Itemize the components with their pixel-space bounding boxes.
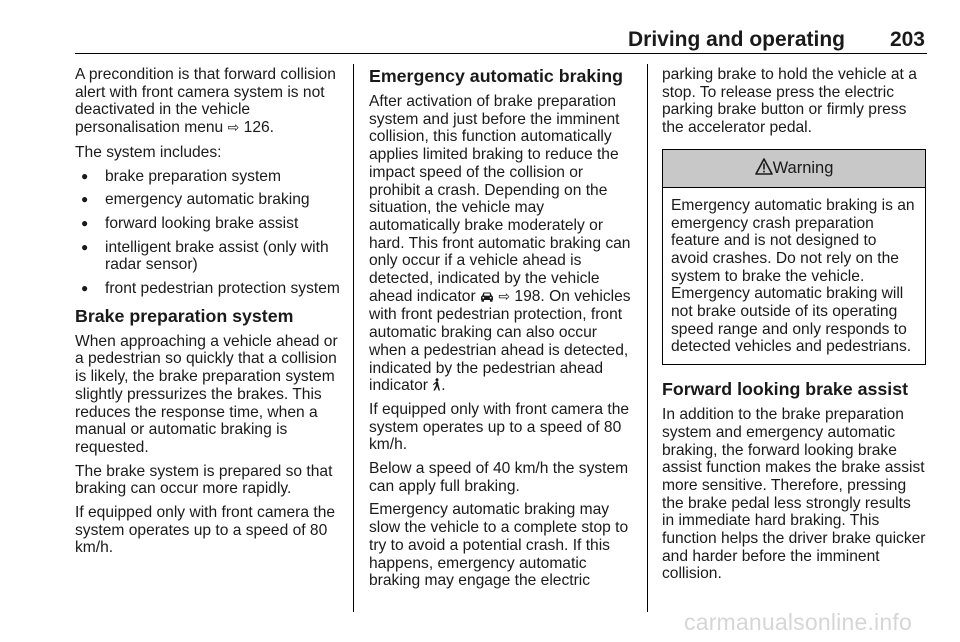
reference-arrow-icon: ⇨: [227, 120, 240, 137]
list-item: ● brake preparation system: [75, 168, 343, 186]
list-item: ● front pedestrian protection system: [75, 280, 343, 298]
pedestrian-ahead-icon: [432, 377, 441, 394]
system-list: [75, 168, 343, 298]
list-item: ● intelligent brake assist (only with radar sensor): [75, 239, 343, 274]
warning-title: Warning: [772, 158, 834, 177]
warning-box: [662, 149, 926, 365]
reference-arrow-icon: ⇨: [498, 288, 511, 305]
paragraph: Below a speed of 40 km/h the system can apply full braking.: [369, 460, 629, 495]
paragraph: When approaching a vehicle ahead or a pedestrian so quickly that a collision is likely, the brake preparation system slightly pressurizes the brakes. This reduces the response time, when a manual or automatic braking is requested.: [75, 332, 338, 456]
page-number: 203: [889, 28, 925, 51]
list-item: ● emergency automatic braking: [75, 191, 343, 209]
column-divider-1: [353, 64, 354, 612]
paragraph-text: On vehicles with front pedestrian protection, front automatic braking can also occur when a pedestrian ahead is detected, indicated by the pedestrian ahead indicator: [369, 287, 631, 395]
paragraph: Emergency automatic braking may slow the vehicle to a complete stop to try to avoid a potential crash. If this happens, emergency automatic braking may engage the electric: [369, 501, 629, 590]
column-2: [369, 66, 635, 596]
heading-forward-looking: Forward looking brake assist: [662, 379, 909, 400]
warning-header: [663, 150, 925, 188]
includes-label: The system includes:: [75, 143, 222, 161]
intro-paragraph: [75, 66, 343, 138]
heading-brake-preparation: Brake preparation system: [75, 305, 294, 326]
paragraph: [369, 93, 635, 395]
column-1: [75, 66, 343, 563]
paragraph: In addition to the brake preparation system and emergency automatic braking, the forward looking brake assist function makes the brake assist more sensitive. Therefore, pressing the brake pedal less strongly results in immediate hard braking. This function helps the driver brake quicker and harder before the imminent collision.: [662, 406, 926, 583]
page-reference[interactable]: 198.: [514, 287, 545, 305]
column-3: [662, 66, 926, 589]
paragraph: If equipped only with front camera the system operates up to a speed of 80 km/h.: [369, 400, 630, 454]
intro-text: A precondition is that forward collision alert with front camera system is not deactivated in the vehicle personalisation menu: [75, 66, 336, 137]
page-header: [75, 28, 927, 50]
column-divider-2: [647, 64, 648, 612]
list-item: ● forward looking brake assist: [75, 215, 343, 233]
watermark: carmanualsonline.info: [684, 609, 912, 635]
paragraph-text: .: [441, 377, 446, 395]
heading-emergency-braking: Emergency automatic braking: [369, 66, 623, 86]
paragraph: The brake system is prepared so that braking can occur more rapidly.: [75, 462, 333, 498]
section-title: Driving and operating: [627, 28, 845, 51]
page-reference[interactable]: 126.: [243, 119, 275, 137]
paragraph: parking brake to hold the vehicle at a stop. To release press the electric parking brake button or firmly press the accelerator pedal.: [662, 66, 917, 137]
vehicle-ahead-icon: [480, 288, 494, 305]
warning-triangle-icon: [755, 159, 773, 177]
warning-body: Emergency automatic braking is an emergency crash preparation feature and is not designed to avoid crashes. Do not rely on the system to brake the vehicle. Emergency automatic braking will not brake outside of its operating speed range and only responds to detected vehicles and pedestrians.: [671, 196, 915, 356]
header-rule: [75, 53, 927, 54]
paragraph: If equipped only with front camera the system operates up to a speed of 80 km/h.: [75, 504, 336, 557]
paragraph-text: After activation of brake preparation system and just before the imminent collision, this function automatically applies limited braking to reduce the impact speed of the collision or prohibit a crash. Depending on the situation, the vehicle may automatically brake moderately or hard. This front automatic braking can only occur if a vehicle ahead is detected, indicated by the vehicle ahead indicator: [369, 93, 631, 305]
